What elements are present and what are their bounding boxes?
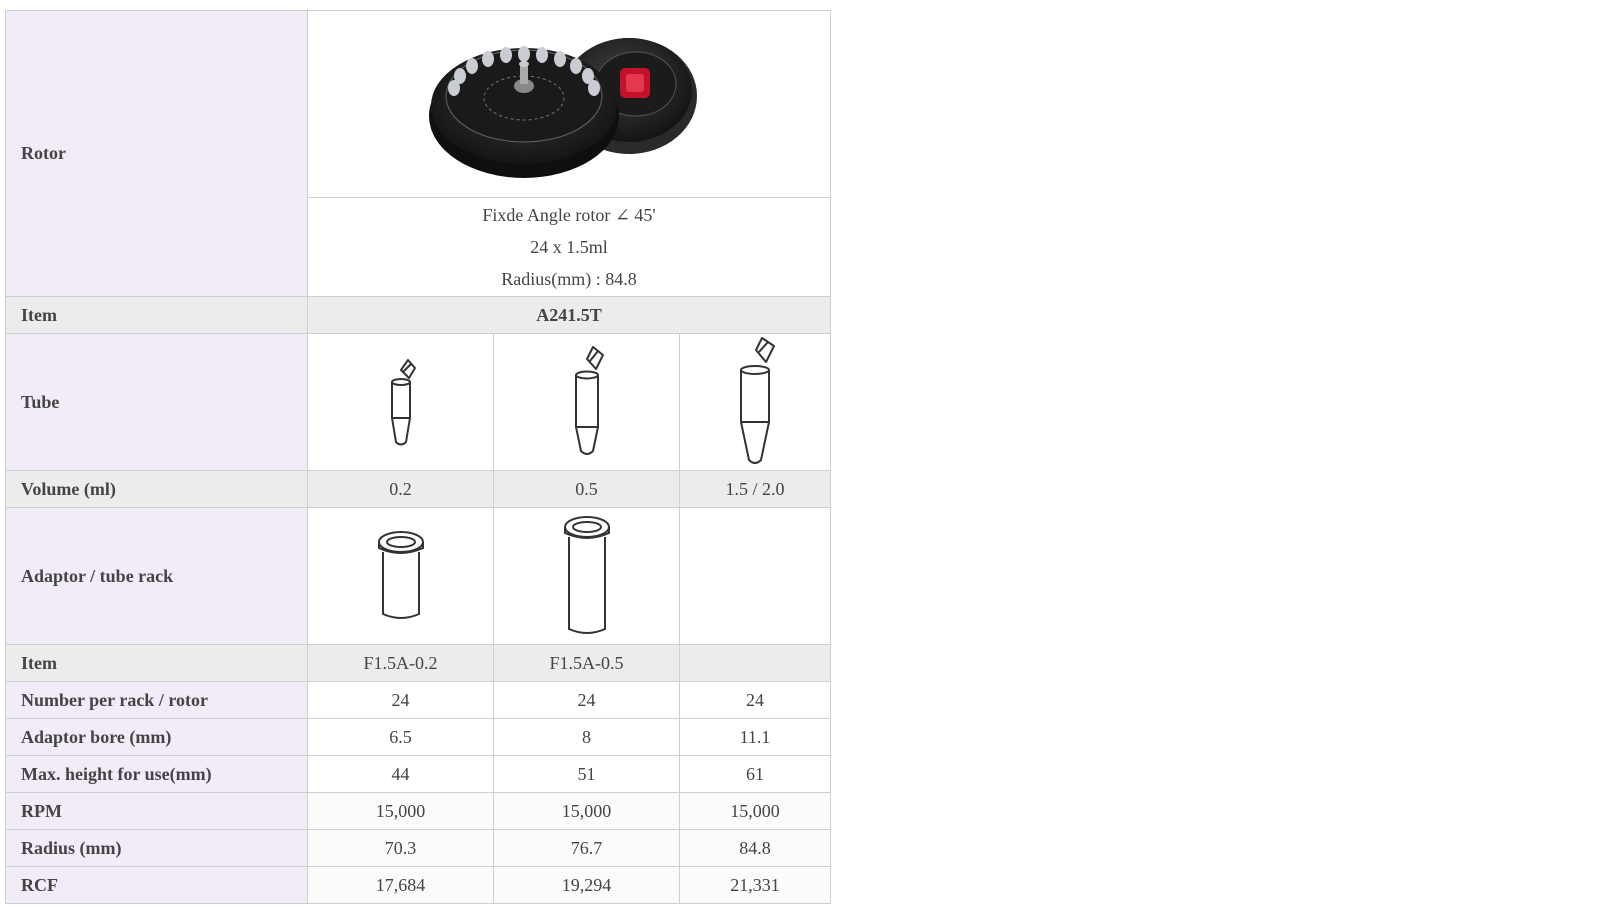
item-value: A241.5T xyxy=(308,297,831,334)
radius-label: Radius (mm) xyxy=(6,830,308,867)
max-height-label: Max. height for use(mm) xyxy=(6,756,308,793)
radius-value-3: 84.8 xyxy=(680,830,831,867)
tube-0.2-icon xyxy=(381,352,421,452)
bore-value-2: 8 xyxy=(494,719,680,756)
number-value-3: 24 xyxy=(680,682,831,719)
tube-label: Tube xyxy=(6,334,308,471)
adaptor-item-value-2: F1.5A-0.5 xyxy=(494,645,680,682)
bore-value-3: 11.1 xyxy=(680,719,831,756)
bore-value-1: 6.5 xyxy=(308,719,494,756)
rcf-value-1: 17,684 xyxy=(308,867,494,904)
bore-label: Adaptor bore (mm) xyxy=(6,719,308,756)
volume-label: Volume (ml) xyxy=(6,471,308,508)
rotor-label: Rotor xyxy=(6,11,308,297)
tube-1.5-icon xyxy=(730,336,780,468)
rpm-value-2: 15,000 xyxy=(494,793,680,830)
rotor-image-cell xyxy=(308,11,831,198)
rotor-image-row xyxy=(6,11,831,198)
rotor-description xyxy=(308,198,831,297)
rotor-photo xyxy=(424,24,714,184)
adaptor-label: Adaptor / tube rack xyxy=(6,508,308,645)
tube-cell-1 xyxy=(308,334,494,471)
rpm-row xyxy=(6,793,831,830)
bore-row xyxy=(6,719,831,756)
adaptor-row xyxy=(6,508,831,645)
rpm-value-1: 15,000 xyxy=(308,793,494,830)
tube-cell-2 xyxy=(494,334,680,471)
adaptor-item-value-3 xyxy=(680,645,831,682)
tube-cell-3 xyxy=(680,334,831,471)
item-label: Item xyxy=(6,297,308,334)
adaptor-0.2-icon xyxy=(373,528,429,624)
adaptor-item-label: Item xyxy=(6,645,308,682)
rcf-value-2: 19,294 xyxy=(494,867,680,904)
number-row xyxy=(6,682,831,719)
number-value-1: 24 xyxy=(308,682,494,719)
volume-value-2: 0.5 xyxy=(494,471,680,508)
adaptor-cell-3-empty xyxy=(680,508,831,645)
adaptor-cell-2 xyxy=(494,508,680,645)
number-value-2: 24 xyxy=(494,682,680,719)
max-height-row xyxy=(6,756,831,793)
radius-value-1: 70.3 xyxy=(308,830,494,867)
tube-row xyxy=(6,334,831,471)
rotor-radius-text: Radius(mm) : 84.8 xyxy=(501,269,637,289)
rcf-value-3: 21,331 xyxy=(680,867,831,904)
max-height-value-3: 61 xyxy=(680,756,831,793)
rotor-capacity-text: 24 x 1.5ml xyxy=(530,237,608,257)
adaptor-cell-1 xyxy=(308,508,494,645)
adaptor-item-row xyxy=(6,645,831,682)
rotor-type-text: Fixde Angle rotor ∠ 45' xyxy=(482,205,656,225)
rcf-row xyxy=(6,867,831,904)
max-height-value-2: 51 xyxy=(494,756,680,793)
rcf-label: RCF xyxy=(6,867,308,904)
rpm-value-3: 15,000 xyxy=(680,793,831,830)
adaptor-0.5-icon xyxy=(559,513,615,639)
radius-row xyxy=(6,830,831,867)
tube-0.5-icon xyxy=(565,343,609,461)
volume-value-1: 0.2 xyxy=(308,471,494,508)
rotor-spec-table xyxy=(5,10,831,904)
volume-row xyxy=(6,471,831,508)
volume-value-3: 1.5 / 2.0 xyxy=(680,471,831,508)
number-label: Number per rack / rotor xyxy=(6,682,308,719)
item-row xyxy=(6,297,831,334)
max-height-value-1: 44 xyxy=(308,756,494,793)
rpm-label: RPM xyxy=(6,793,308,830)
radius-value-2: 76.7 xyxy=(494,830,680,867)
adaptor-item-value-1: F1.5A-0.2 xyxy=(308,645,494,682)
